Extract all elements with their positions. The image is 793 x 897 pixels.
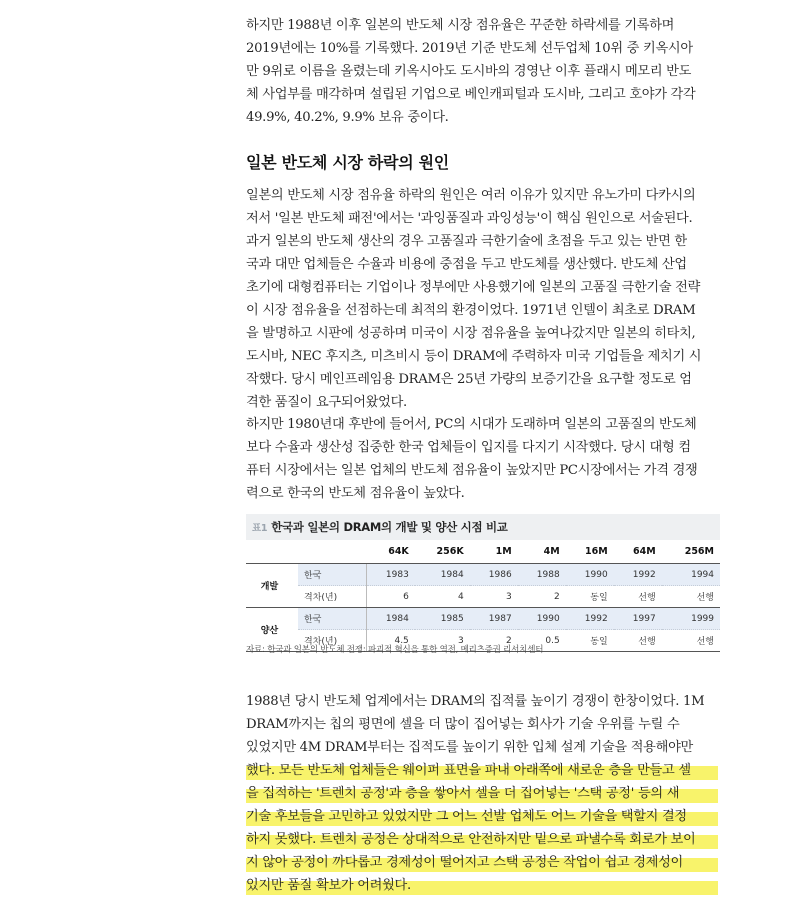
text-line: 이 시장 점유율을 선점하는데 최적의 환경이었다. 1971년 인텔이 최초로 DRAM: [246, 303, 696, 318]
header-blank: [298, 540, 366, 564]
text-line: DRAM까지는 칩의 평면에 셀을 더 많이 집어넣는 회사가 기술 우위를 누릴 수: [246, 717, 680, 732]
table-row: [246, 586, 720, 608]
row-label: 한국: [298, 564, 366, 586]
table-cell: 2: [470, 630, 518, 652]
table-cell: 1983: [366, 564, 415, 586]
text-line: 보다 수율과 생산성 집중한 한국 업체들이 입지를 다지기 시작했다. 당시 대형 컴: [246, 440, 691, 455]
table-cell: 1990: [566, 564, 614, 586]
text-line: 도시바, NEC 후지츠, 미츠비시 등이 DRAM에 주력하자 미국 기업들을 제치기 시: [246, 349, 702, 364]
table-header-row: [246, 540, 720, 564]
text-line: 있었지만 4M DRAM부터는 집적도를 높이기 위한 입체 설계 기술을 적용해야만: [246, 740, 693, 755]
table-title: 한국과 일본의 DRAM의 개발 및 양산 시점 비교: [271, 520, 508, 534]
table-title-bar: [246, 514, 720, 540]
text-line: 하지만 1980년대 후반에 들어서, PC의 시대가 도래하며 일본의 고품질의 반도체: [246, 417, 697, 432]
table-cell: 4: [415, 586, 470, 608]
table-cell: 1984: [366, 608, 415, 630]
table-cell: 동일: [566, 630, 614, 652]
highlighted-line: 을 집적하는 '트렌치 공정'과 층을 쌓아서 셀을 더 집어넣는 '스택 공정' 등의 새: [246, 782, 718, 805]
table-cell: 1987: [470, 608, 518, 630]
column-header: 64K: [366, 540, 415, 564]
table-cell: 3: [415, 630, 470, 652]
table-cell: 0.5: [518, 630, 566, 652]
column-header: 1M: [470, 540, 518, 564]
text-line: 저서 '일본 반도체 패전'에서는 '과잉품질과 과잉성능'이 핵심 원인으로 서술된다.: [246, 211, 693, 226]
text-line: 일본의 반도체 시장 점유율 하락의 원인은 여러 이유가 있지만 유노가미 다카시의: [246, 188, 696, 203]
row-label: 한국: [298, 608, 366, 630]
table-cell: 2: [518, 586, 566, 608]
table-row: [246, 564, 720, 586]
column-header: 64M: [614, 540, 662, 564]
highlighted-line: 했다. 모든 반도체 업체들은 웨이퍼 표면을 파내 아래쪽에 새로운 층을 만들고 셀: [246, 759, 718, 782]
paragraph-trench-stack: [246, 690, 718, 897]
table-cell: 선행: [614, 630, 662, 652]
table-cell: 3: [470, 586, 518, 608]
text-line: 만 9위로 이름을 올렸는데 키옥시아도 도시바의 경영난 이후 플래시 메모리 반도: [246, 64, 692, 79]
header-blank: [246, 540, 298, 564]
table-cell: 동일: [566, 586, 614, 608]
text-line: 국과 대만 업체들은 수율과 비용에 중점을 두고 반도체를 생산했다. 반도체 산업: [246, 257, 687, 272]
text-line: 체 사업부를 매각하며 설립된 기업으로 베인캐피털과 도시바, 그리고 호야가 각각: [246, 87, 696, 102]
table-row: [246, 608, 720, 630]
highlighted-line: 지 않아 공정이 까다롭고 경제성이 떨어지고 스택 공정은 작업이 쉽고 경제성이: [246, 851, 718, 874]
table-cell: 1994: [662, 564, 720, 586]
table-tag: 표1: [252, 523, 268, 534]
text-line: 을 발명하고 시판에 성공하며 미국이 시장 점유율을 높여나갔지만 일본의 히타치,: [246, 326, 696, 341]
text-line: 력으로 한국의 반도체 점유율이 높았다.: [246, 486, 465, 501]
table-source: 자료: 한국과 일본의 반도체 전쟁: 파괴적 혁신을 통한 역전, 메리츠증권 리서치센터: [246, 645, 544, 655]
table-cell: 1997: [614, 608, 662, 630]
column-header: 256M: [662, 540, 720, 564]
table-cell: 1992: [614, 564, 662, 586]
text-line: 초기에 대형컴퓨터는 기업이나 정부에만 사용했기에 일본의 고품질 극한기술 전략: [246, 280, 701, 295]
table-cell: 1984: [415, 564, 470, 586]
table-cell: 선행: [614, 586, 662, 608]
highlighted-line: 기술 후보들을 고민하고 있었지만 그 어느 선발 업체도 어느 기술을 택할지 결정: [246, 805, 718, 828]
highlighted-line: 있지만 품질 확보가 어려웠다.: [246, 874, 718, 897]
paragraph-pc-era: [246, 413, 718, 505]
text-line: 2019년에는 10%를 기록했다. 2019년 기준 반도체 선두업체 10위 중 키옥시아: [246, 41, 693, 56]
table-cell: 선행: [662, 586, 720, 608]
paragraph-causes: [246, 184, 718, 414]
row-label: 격차(년): [298, 586, 366, 608]
highlighted-line: 하지 못했다. 트렌치 공정은 상대적으로 안전하지만 밑으로 파낼수록 회로가 보이: [246, 828, 718, 851]
text-line: 과거 일본의 반도체 생산의 경우 고품질과 극한기술에 초점을 두고 있는 반면 한: [246, 234, 687, 249]
column-header: 4M: [518, 540, 566, 564]
column-header: 16M: [566, 540, 614, 564]
group-label-mass-production: 양산: [246, 608, 298, 652]
table-cell: 1992: [566, 608, 614, 630]
text-line: 퓨터 시장에서는 일본 업체의 반도체 점유율이 높았지만 PC시장에서는 가격 경쟁: [246, 463, 698, 478]
column-header: 256K: [415, 540, 470, 564]
table-cell: 선행: [662, 630, 720, 652]
text-line: 49.9%, 40.2%, 9.9% 보유 중이다.: [246, 110, 449, 125]
row-label: 격차(년): [298, 630, 366, 652]
group-label-development: 개발: [246, 564, 298, 608]
table-cell: 6: [366, 586, 415, 608]
text-line: 격한 품질이 요구되어왔었다.: [246, 395, 407, 410]
table-cell: 1990: [518, 608, 566, 630]
table-cell: 1985: [415, 608, 470, 630]
text-line: 작했다. 당시 메인프레임용 DRAM은 25년 가량의 보증기간을 요구할 정도로 엄: [246, 372, 692, 387]
table-cell: 1986: [470, 564, 518, 586]
table-cell: 4.5: [366, 630, 415, 652]
text-line: 1988년 당시 반도체 업계에서는 DRAM의 집적률 높이기 경쟁이 한창이었다. 1M: [246, 694, 705, 709]
dram-comparison-table: [246, 540, 720, 652]
table-cell: 1999: [662, 608, 720, 630]
text-line: 하지만 1988년 이후 일본의 반도체 시장 점유율은 꾸준한 하락세를 기록하며: [246, 18, 675, 33]
table-cell: 1988: [518, 564, 566, 586]
section-heading: 일본 반도체 시장 하락의 원인: [246, 153, 449, 172]
paragraph-market-decline: [246, 14, 718, 129]
